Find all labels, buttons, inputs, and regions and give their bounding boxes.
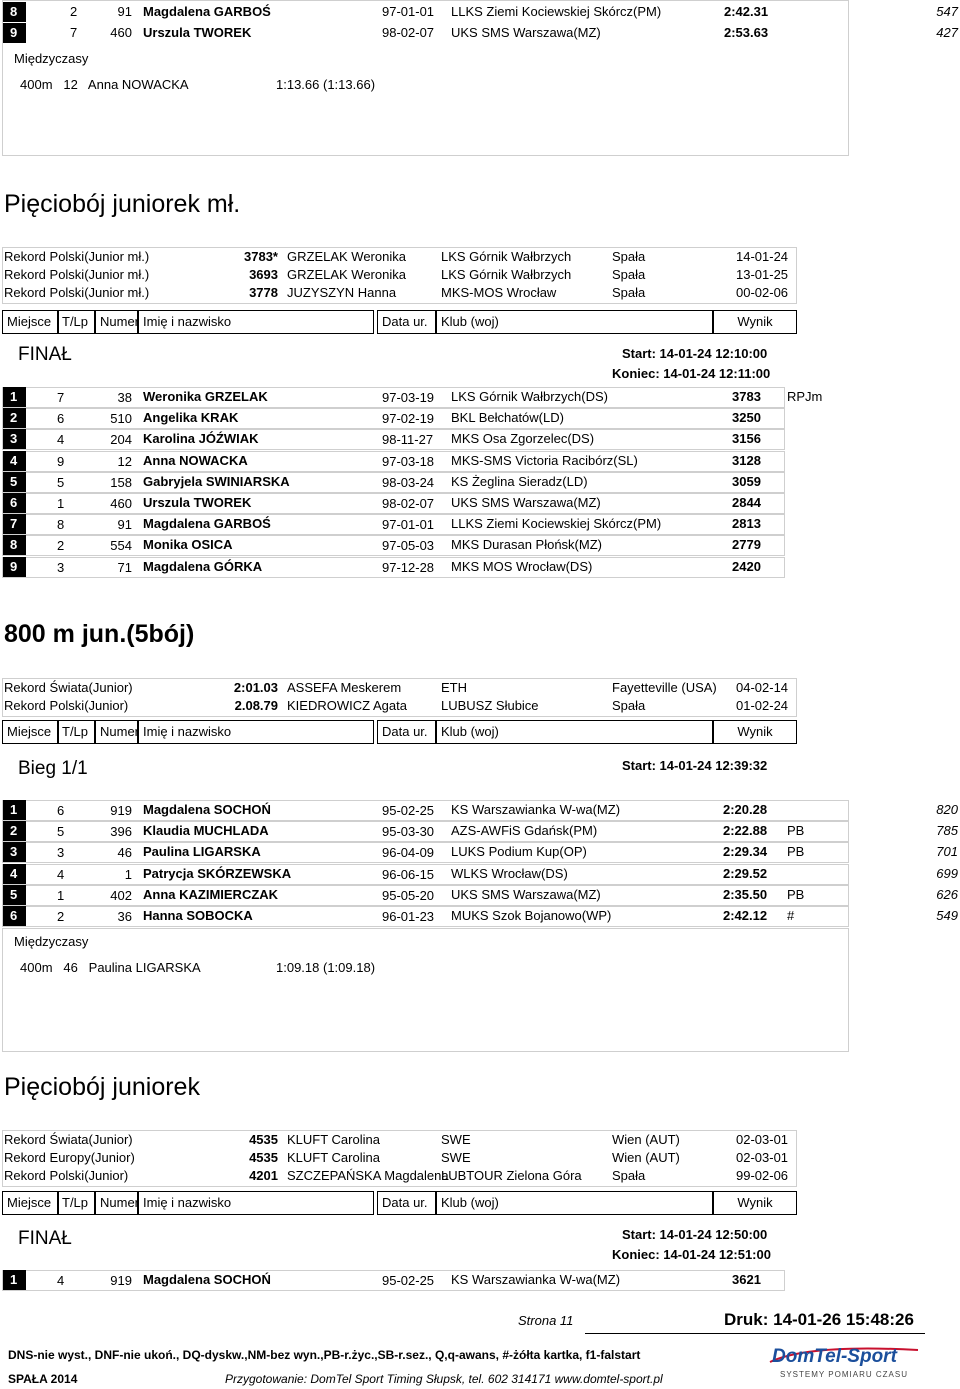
record-holder: JUZYSZYN Hanna (287, 285, 397, 300)
birth-date: 97-05-03 (382, 538, 435, 554)
record-club: MKS-MOS Wrocław (441, 285, 557, 300)
club-name: AZS-AWFiS Gdańsk(PM) (451, 823, 598, 839)
bib-cell: 554 (110, 538, 132, 554)
record-type: Rekord Polski(Junior mł.) (4, 285, 150, 300)
club-name: MKS-SMS Victoria Racibórz(SL) (451, 452, 638, 468)
result-value: 2:35.50 (723, 886, 768, 902)
place-badge: 6 (3, 906, 26, 926)
record-value: 3693 (249, 267, 278, 282)
club-name: MKS Durasan Płońsk(MZ) (451, 537, 602, 553)
page-number: Strona 11 (518, 1313, 574, 1328)
place-badge: 3 (3, 429, 26, 449)
birth-date: 95-02-25 (382, 1273, 435, 1288)
record-holder: GRZELAK Weronika (287, 249, 406, 264)
club-name: MKS Osa Zgorzelec(DS) (451, 431, 595, 447)
record-club: SWE (441, 1132, 471, 1147)
club-name: UKS SMS Warszawa(MZ) (451, 495, 601, 510)
record-value: 4535 (249, 1132, 278, 1147)
bib-cell: 91 (117, 517, 132, 533)
event-name: SPAŁA 2014 (8, 1372, 78, 1386)
split-time-2: 1:09.18 (1:09.18) (276, 960, 376, 975)
lane-cell: 3 (57, 845, 65, 861)
birth-date: 97-01-01 (382, 4, 435, 19)
result-value: 2844 (732, 495, 761, 510)
column-header-born: Data ur. (377, 720, 436, 744)
bib-cell: 12 (117, 453, 132, 469)
record-holder: SZCZEPAŃSKA Magdalena (287, 1168, 449, 1183)
result-value: 2:29.34 (723, 844, 768, 860)
points-value: 547 (936, 4, 958, 19)
result-value: 2:42.12 (723, 908, 768, 923)
record-date: 14-01-24 (736, 249, 789, 264)
birth-date: 96-04-09 (382, 845, 435, 861)
section-title-800m: 800 m jun.(5bój) (4, 620, 195, 648)
result-value: 3250 (732, 410, 761, 426)
record-date: 99-02-06 (736, 1168, 789, 1183)
athlete-name: Magdalena SOCHOŃ (143, 802, 271, 817)
birth-date: 95-05-20 (382, 887, 435, 903)
result-note: PB (787, 844, 805, 860)
record-type: Rekord Polski(Junior mł.) (4, 249, 150, 264)
column-header-name: Imię i nazwisko (138, 310, 374, 334)
column-header-result: Wynik (713, 310, 797, 334)
record-club: LUBUSZ Słubice (441, 698, 539, 713)
athlete-name: Anna KAZIMIERCZAK (143, 886, 279, 902)
column-header-lane: T/Lp (57, 310, 95, 334)
athlete-name: Weronika GRZELAK (143, 389, 268, 404)
place-badge: 7 (3, 514, 26, 534)
birth-date: 96-01-23 (382, 909, 435, 924)
record-place: Spała (612, 1168, 646, 1183)
club-name: MUKS Szok Bojanowo(WP) (451, 908, 612, 923)
bib-cell: 204 (110, 432, 132, 448)
club-name: LLKS Ziemi Kociewskiej Skórcz(PM) (451, 516, 662, 532)
bib-cell: 396 (110, 824, 132, 840)
club-name: LLKS Ziemi Kociewskiej Skórcz(PM) (451, 4, 662, 19)
column-header-club: Klub (woj) (436, 720, 713, 744)
result-value: 3128 (732, 452, 761, 468)
birth-date: 95-03-30 (382, 824, 435, 840)
athlete-name: Magdalena GÓRKA (143, 558, 263, 574)
place-badge: 1 (3, 387, 26, 407)
lane-cell: 5 (57, 474, 65, 490)
lane-cell: 4 (57, 1273, 65, 1288)
bib-cell: 158 (110, 474, 132, 490)
points-value: 427 (936, 25, 958, 40)
points-value: 699 (936, 865, 958, 881)
place-badge: 4 (3, 864, 26, 884)
bib-cell: 510 (110, 411, 132, 427)
points-value: 701 (936, 844, 958, 860)
club-name: UKS SMS Warszawa(MZ) (451, 25, 601, 40)
athlete-name: Angelika KRAK (143, 410, 239, 426)
logo-main-text: DomTel-Sport (772, 1346, 897, 1367)
record-value: 3783* (244, 249, 278, 264)
athlete-name: Urszula TWOREK (143, 495, 252, 510)
lane-cell: 2 (57, 538, 65, 554)
place-badge: 3 (3, 842, 26, 862)
bib-cell: 46 (117, 845, 132, 861)
birth-date: 96-06-15 (382, 866, 435, 882)
points-value: 820 (936, 802, 958, 817)
result-note: # (787, 908, 795, 923)
athlete-name: Monika OSICA (143, 537, 233, 553)
record-place: Fayetteville (USA) (612, 680, 717, 695)
column-header-place: Miejsce (2, 1191, 59, 1215)
place-badge: 9 (3, 23, 26, 43)
start-time-3: Start: 14-01-24 12:50:00 (622, 1227, 768, 1242)
record-date: 02-03-01 (736, 1150, 789, 1165)
place-badge: 6 (3, 493, 26, 513)
lane-cell: 9 (57, 453, 65, 469)
result-value: 3621 (732, 1272, 761, 1287)
record-date: 01-02-24 (736, 698, 789, 713)
bib-cell: 91 (117, 4, 132, 19)
result-value: 2:22.88 (723, 823, 768, 839)
section-title-pieciboj-junior: Pięciobój juniorek (4, 1073, 200, 1101)
lane-cell: 7 (70, 25, 78, 40)
result-note: PB (787, 823, 805, 839)
column-header-lane: T/Lp (57, 720, 95, 744)
lane-cell: 2 (57, 909, 65, 924)
record-place: Spała (612, 698, 646, 713)
round-label-1: FINAŁ (18, 344, 72, 365)
record-club: SWE (441, 1150, 471, 1165)
lane-cell: 6 (57, 411, 65, 427)
points-value: 626 (936, 886, 958, 902)
column-header-born: Data ur. (377, 310, 436, 334)
athlete-name: Magdalena GARBOŚ (143, 516, 271, 532)
record-holder: GRZELAK Weronika (287, 267, 406, 282)
result-note: RPJm (787, 389, 823, 404)
athlete-name: Patrycja SKÓRZEWSKA (143, 865, 292, 881)
column-header-lane: T/Lp (57, 1191, 95, 1215)
column-header-club: Klub (woj) (436, 310, 713, 334)
lane-cell: 8 (57, 517, 65, 533)
club-name: UKS SMS Warszawa(MZ) (451, 886, 601, 902)
athlete-name: Paulina LIGARSKA (143, 844, 261, 860)
record-club: ETH (441, 680, 467, 695)
column-header-result: Wynik (713, 1191, 797, 1215)
record-place: Spała (612, 285, 646, 300)
record-type: Rekord Polski(Junior mł.) (4, 267, 150, 282)
club-name: LKS Górnik Wałbrzych(DS) (451, 389, 608, 404)
lane-cell: 4 (57, 866, 65, 882)
athlete-name: Gabryjela SWINIARSKA (143, 473, 290, 489)
bib-cell: 919 (110, 1273, 132, 1288)
points-value: 549 (936, 908, 958, 923)
record-value: 4535 (249, 1150, 278, 1165)
section-title-pieciboj-junior-ml: Pięciobój juniorek mł. (4, 190, 241, 218)
lane-cell: 4 (57, 432, 65, 448)
club-name: LUKS Podium Kup(OP) (451, 844, 587, 860)
record-place: Wien (AUT) (612, 1132, 680, 1147)
place-badge: 1 (3, 800, 26, 820)
record-type: Rekord Europy(Junior) (4, 1150, 135, 1165)
place-badge: 4 (3, 451, 26, 471)
prepared-by: Przygotowanie: DomTel Sport Timing Słupsk, tel. 602 314171 www.domtel-sport.pl (225, 1372, 663, 1386)
athlete-name: Anna NOWACKA (143, 452, 248, 468)
bib-cell: 38 (117, 390, 132, 405)
athlete-name: Karolina JÓŹWIAK (143, 431, 259, 447)
record-value: 2:01.03 (233, 680, 278, 695)
result-value: 2779 (732, 537, 761, 553)
athlete-name: Magdalena SOCHOŃ (143, 1272, 271, 1287)
start-time-1: Start: 14-01-24 12:10:00 (622, 346, 768, 361)
record-place: Spała (612, 249, 646, 264)
split-row: 400m 12 Anna NOWACKA (20, 77, 189, 92)
club-name: KS Warszawianka W-wa(MZ) (451, 1272, 621, 1287)
record-holder: KIEDROWICZ Agata (287, 698, 407, 713)
column-header-name: Imię i nazwisko (138, 1191, 374, 1215)
bib-cell: 36 (117, 909, 132, 924)
record-holder: KLUFT Carolina (287, 1132, 380, 1147)
bib-cell: 71 (117, 559, 132, 575)
record-date: 02-03-01 (736, 1132, 789, 1147)
column-header-born: Data ur. (377, 1191, 436, 1215)
record-place: Spała (612, 267, 646, 282)
club-name: KS Żeglina Sieradz(LD) (451, 473, 588, 489)
lane-cell: 3 (57, 559, 65, 575)
club-name: BKL Bełchatów(LD) (451, 410, 564, 426)
place-badge: 5 (3, 885, 26, 905)
logo-sub-text: SYSTEMY POMIARU CZASU (780, 1370, 908, 1379)
round-label-2: Bieg 1/1 (18, 758, 88, 779)
place-badge: 8 (3, 2, 26, 22)
round-label-3: FINAŁ (18, 1228, 72, 1249)
end-time-3: Koniec: 14-01-24 12:51:00 (612, 1247, 771, 1262)
birth-date: 97-02-19 (382, 411, 435, 427)
place-badge: 2 (3, 821, 26, 841)
legend-text: DNS-nie wyst., DNF-nie ukoń., DQ-dyskw.,NM-bez wyn.,PB-r.życ.,SB-r.sez., Q,q-awans, #-żółta kartka, f1-falstart (8, 1348, 641, 1362)
athlete-name: Klaudia MUCHLADA (143, 823, 269, 839)
column-header-bib: Numer (95, 720, 138, 744)
result-value: 2813 (732, 516, 761, 532)
lane-cell: 1 (57, 887, 65, 903)
record-holder: KLUFT Carolina (287, 1150, 380, 1165)
column-header-bib: Numer (95, 1191, 138, 1215)
place-badge: 5 (3, 472, 26, 492)
birth-date: 95-02-25 (382, 803, 435, 818)
result-value: 3783 (732, 389, 761, 404)
athlete-name: Urszula TWOREK (143, 25, 252, 40)
record-type: Rekord Polski(Junior) (4, 1168, 129, 1183)
column-header-result: Wynik (713, 720, 797, 744)
start-time-2: Start: 14-01-24 12:39:32 (622, 758, 768, 773)
lane-cell: 5 (57, 824, 65, 840)
record-value: 4201 (249, 1168, 278, 1183)
column-header-name: Imię i nazwisko (138, 720, 374, 744)
place-badge: 1 (3, 1270, 26, 1290)
record-place: Wien (AUT) (612, 1150, 680, 1165)
lane-cell: 6 (57, 803, 65, 818)
birth-date: 98-02-07 (382, 496, 435, 511)
split-time: 1:13.66 (1:13.66) (276, 77, 376, 92)
lane-cell: 2 (70, 4, 78, 19)
birth-date: 98-03-24 (382, 474, 435, 490)
record-date: 00-02-06 (736, 285, 789, 300)
record-value: 2.08.79 (234, 698, 278, 713)
bib-cell: 402 (110, 887, 132, 903)
bib-cell: 460 (110, 25, 132, 40)
birth-date: 98-02-07 (382, 25, 435, 40)
lane-cell: 1 (57, 496, 65, 511)
splits-box-2 (2, 928, 849, 1052)
record-type: Rekord Świata(Junior) (4, 1132, 133, 1147)
splits-label: Międzyczasy (14, 51, 89, 66)
record-value: 3778 (249, 285, 278, 300)
athlete-name: Magdalena GARBOŚ (143, 4, 271, 19)
club-name: KS Warszawianka W-wa(MZ) (451, 802, 621, 817)
result-value: 3059 (732, 473, 761, 489)
column-header-club: Klub (woj) (436, 1191, 713, 1215)
bib-cell: 1 (124, 866, 132, 882)
end-time-1: Koniec: 14-01-24 12:11:00 (612, 366, 771, 381)
domtel-logo (768, 1342, 920, 1382)
place-badge: 8 (3, 535, 26, 555)
birth-date: 98-11-27 (382, 432, 434, 448)
place-badge: 2 (3, 408, 26, 428)
result-value: 2:29.52 (723, 865, 768, 881)
record-club: LKS Górnik Wałbrzych (441, 249, 572, 264)
place-badge: 9 (3, 557, 26, 577)
column-header-bib: Numer (95, 310, 138, 334)
record-date: 13-01-25 (736, 267, 789, 282)
points-value: 785 (936, 823, 958, 839)
birth-date: 97-01-01 (382, 517, 435, 533)
club-name: WLKS Wrocław(DS) (451, 865, 568, 881)
result-value: 2:20.28 (723, 802, 768, 817)
column-header-place: Miejsce (2, 310, 59, 334)
athlete-name: Hanna SOBOCKA (143, 908, 253, 923)
print-timestamp: Druk: 14-01-26 15:48:26 (724, 1310, 914, 1329)
lane-cell: 7 (57, 390, 65, 405)
birth-date: 97-03-19 (382, 390, 435, 405)
bib-cell: 460 (110, 496, 132, 511)
record-type: Rekord Świata(Junior) (4, 680, 133, 695)
splits-label-2: Międzyczasy (14, 934, 89, 949)
footer-divider (585, 1333, 925, 1334)
record-holder: ASSEFA Meskerem (287, 680, 402, 695)
split-row-2: 400m 46 Paulina LIGARSKA (20, 960, 201, 975)
result-value: 2420 (732, 558, 761, 574)
result-value: 2:53.63 (724, 25, 769, 40)
birth-date: 97-12-28 (382, 559, 435, 575)
result-value: 2:42.31 (724, 4, 769, 19)
bib-cell: 919 (110, 803, 132, 818)
result-note: PB (787, 886, 805, 902)
record-type: Rekord Polski(Junior) (4, 698, 129, 713)
result-value: 3156 (732, 431, 761, 447)
club-name: MKS MOS Wrocław(DS) (451, 558, 593, 574)
record-date: 04-02-14 (736, 680, 789, 695)
column-header-place: Miejsce (2, 720, 59, 744)
record-club: LUBTOUR Zielona Góra (441, 1168, 582, 1183)
birth-date: 97-03-18 (382, 453, 435, 469)
record-club: LKS Górnik Wałbrzych (441, 267, 572, 282)
